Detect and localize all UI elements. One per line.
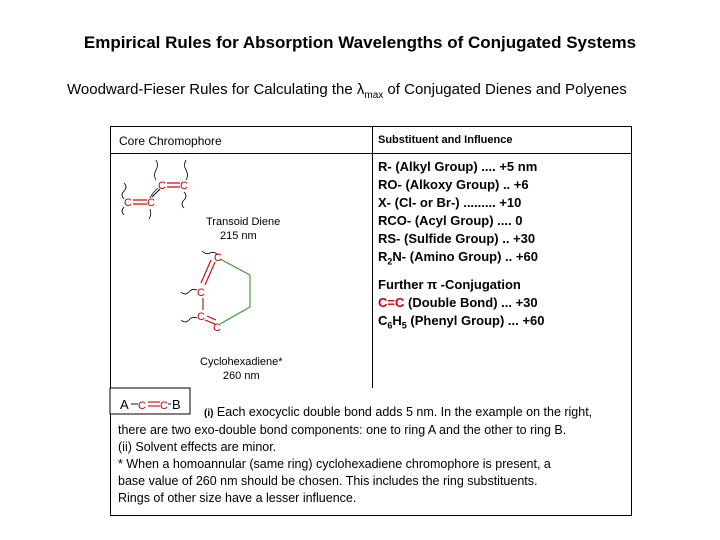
- transoid-diene-structure: [122, 160, 188, 219]
- page-title: Empirical Rules for Absorption Wavelengths of Conjugated Systems: [83, 33, 637, 52]
- transoid-diene-label: Transoid Diene 215 nm: [206, 216, 281, 242]
- lambda-symbol: λ: [356, 81, 365, 98]
- cyclo-atom-c1: C: [214, 252, 222, 264]
- substituent-alkoxy: RO- (Alkoxy Group) .. +6: [378, 177, 529, 192]
- transoid-atom-c2: C: [147, 197, 155, 209]
- subtitle-prefix: Woodward-Fieser Rules for Calculating the: [67, 81, 357, 98]
- core-chromophore-header: Core Chromophore: [119, 134, 222, 148]
- note-ring-size: Rings of other size have a lesser influence.: [118, 491, 357, 505]
- note-exocyclic-cont: there are two exo-double bond components: one to ring A and the other to ring B.: [118, 423, 567, 437]
- note-exocyclic: (i) Each exocyclic double bond adds 5 nm. In the example on the right,: [204, 405, 593, 419]
- substituent-sulfide: RS- (Sulfide Group) .. +30: [378, 231, 536, 246]
- exo-atom-c1: C: [138, 400, 146, 412]
- cyclohexadiene-structure: [181, 251, 250, 334]
- substituent-header: Substituent and Influence: [378, 134, 513, 146]
- note-homoannular-cont: base value of 260 nm should be chosen. This includes the ring substituents.: [118, 474, 538, 488]
- substituent-halogen: X- (Cl- or Br-) ......... +10: [378, 195, 522, 210]
- notes-block: [118, 404, 628, 507]
- cyclo-atom-c4: C: [213, 322, 221, 334]
- ring-a-label: A: [120, 397, 129, 412]
- transoid-atom-c4: C: [180, 180, 188, 192]
- conjugation-phenyl: $C_6H_5$ (Phenyl Group) ... +60: [378, 313, 545, 331]
- cyclo-atom-c2: C: [197, 287, 205, 299]
- cyclohexadiene-label: Cyclohexadiene* 260 nm: [200, 356, 283, 382]
- exo-atom-c2: C: [160, 400, 168, 412]
- cyclo-atom-c3: C: [197, 311, 205, 323]
- conjugation-header: Further π -Conjugation: [378, 277, 521, 292]
- lambda-subscript: max: [364, 90, 384, 101]
- transoid-atom-c1: C: [124, 197, 132, 209]
- note-solvent: (ii) Solvent effects are minor.: [118, 440, 277, 454]
- conjugation-double-bond: C=C (Double Bond) ... +30: [378, 295, 538, 310]
- transoid-atom-c3: C: [158, 180, 166, 192]
- substituent-acyl: RCO- (Acyl Group) .... 0: [378, 213, 523, 228]
- substituent-alkyl: R- (Alkyl Group) .... +5 nm: [378, 159, 538, 174]
- note-homoannular: * When a homoannular (same ring) cyclohexadiene chromophore is present, a: [118, 457, 551, 471]
- subtitle-suffix: of Conjugated Dienes and Polyenes: [383, 81, 627, 98]
- substituent-amino: $R_2N-$ (Amino Group) .. +60: [378, 249, 538, 267]
- ring-b-label: B: [172, 397, 181, 412]
